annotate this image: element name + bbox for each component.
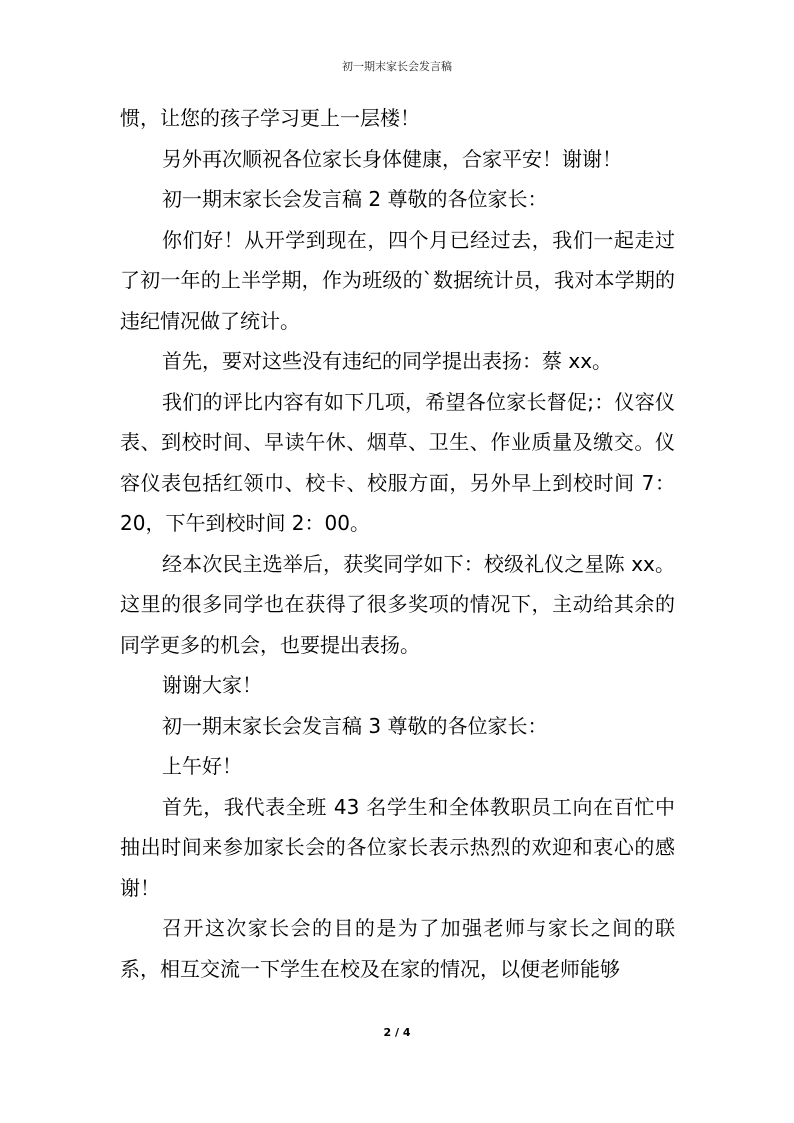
paragraph: 首先，我代表全班 43 名学生和全体教职员工向在百忙中抽出时间来参加家长会的各位家长表示热烈的欢迎和衷心的感谢！: [120, 794, 675, 900]
page-header: 初一期末家长会发言稿: [342, 60, 452, 73]
paragraph: 经本次民主选举后，获奖同学如下：校级礼仪之星陈 xx。这里的很多同学也在获得了很多奖项的情况下，主动给其余的同学更多的机会，也要提出表扬。: [120, 551, 675, 657]
paragraph: 惯，让您的孩子学习更上一层楼！: [120, 106, 420, 130]
paragraph: 你们好！从开学到现在，四个月已经过去，我们一起走过了初一年的上半学期，作为班级的`数据统计员，我对本学期的违纪情况做了统计。: [120, 227, 675, 333]
paragraph: 上午好！: [162, 754, 242, 778]
paragraph: 初一期末家长会发言稿 2 尊敬的各位家长：: [162, 187, 548, 211]
paragraph: 首先，要对这些没有违纪的同学提出表扬：蔡 xx。: [162, 349, 613, 373]
page-number: 2 / 4: [383, 1026, 411, 1039]
document-body: [120, 98, 675, 989]
paragraph: 召开这次家长会的目的是为了加强老师与家长之间的联系，相互交流一下学生在校及在家的情况，以便老师能够: [120, 916, 675, 981]
paragraph: 我们的评比内容有如下几项，希望各位家长督促;：仪容仪表、到校时间、早读午休、烟草、卫生、作业质量及缴交。仪容仪表包括红领巾、校卡、校服方面，另外早上到校时间 7：20，下午到校时间 2：00。: [120, 389, 675, 535]
paragraph: 谢谢大家！: [162, 673, 262, 697]
paragraph: 另外再次顺祝各位家长身体健康，合家平安！谢谢！: [162, 146, 622, 171]
paragraph: 初一期末家长会发言稿 3 尊敬的各位家长：: [162, 713, 548, 738]
